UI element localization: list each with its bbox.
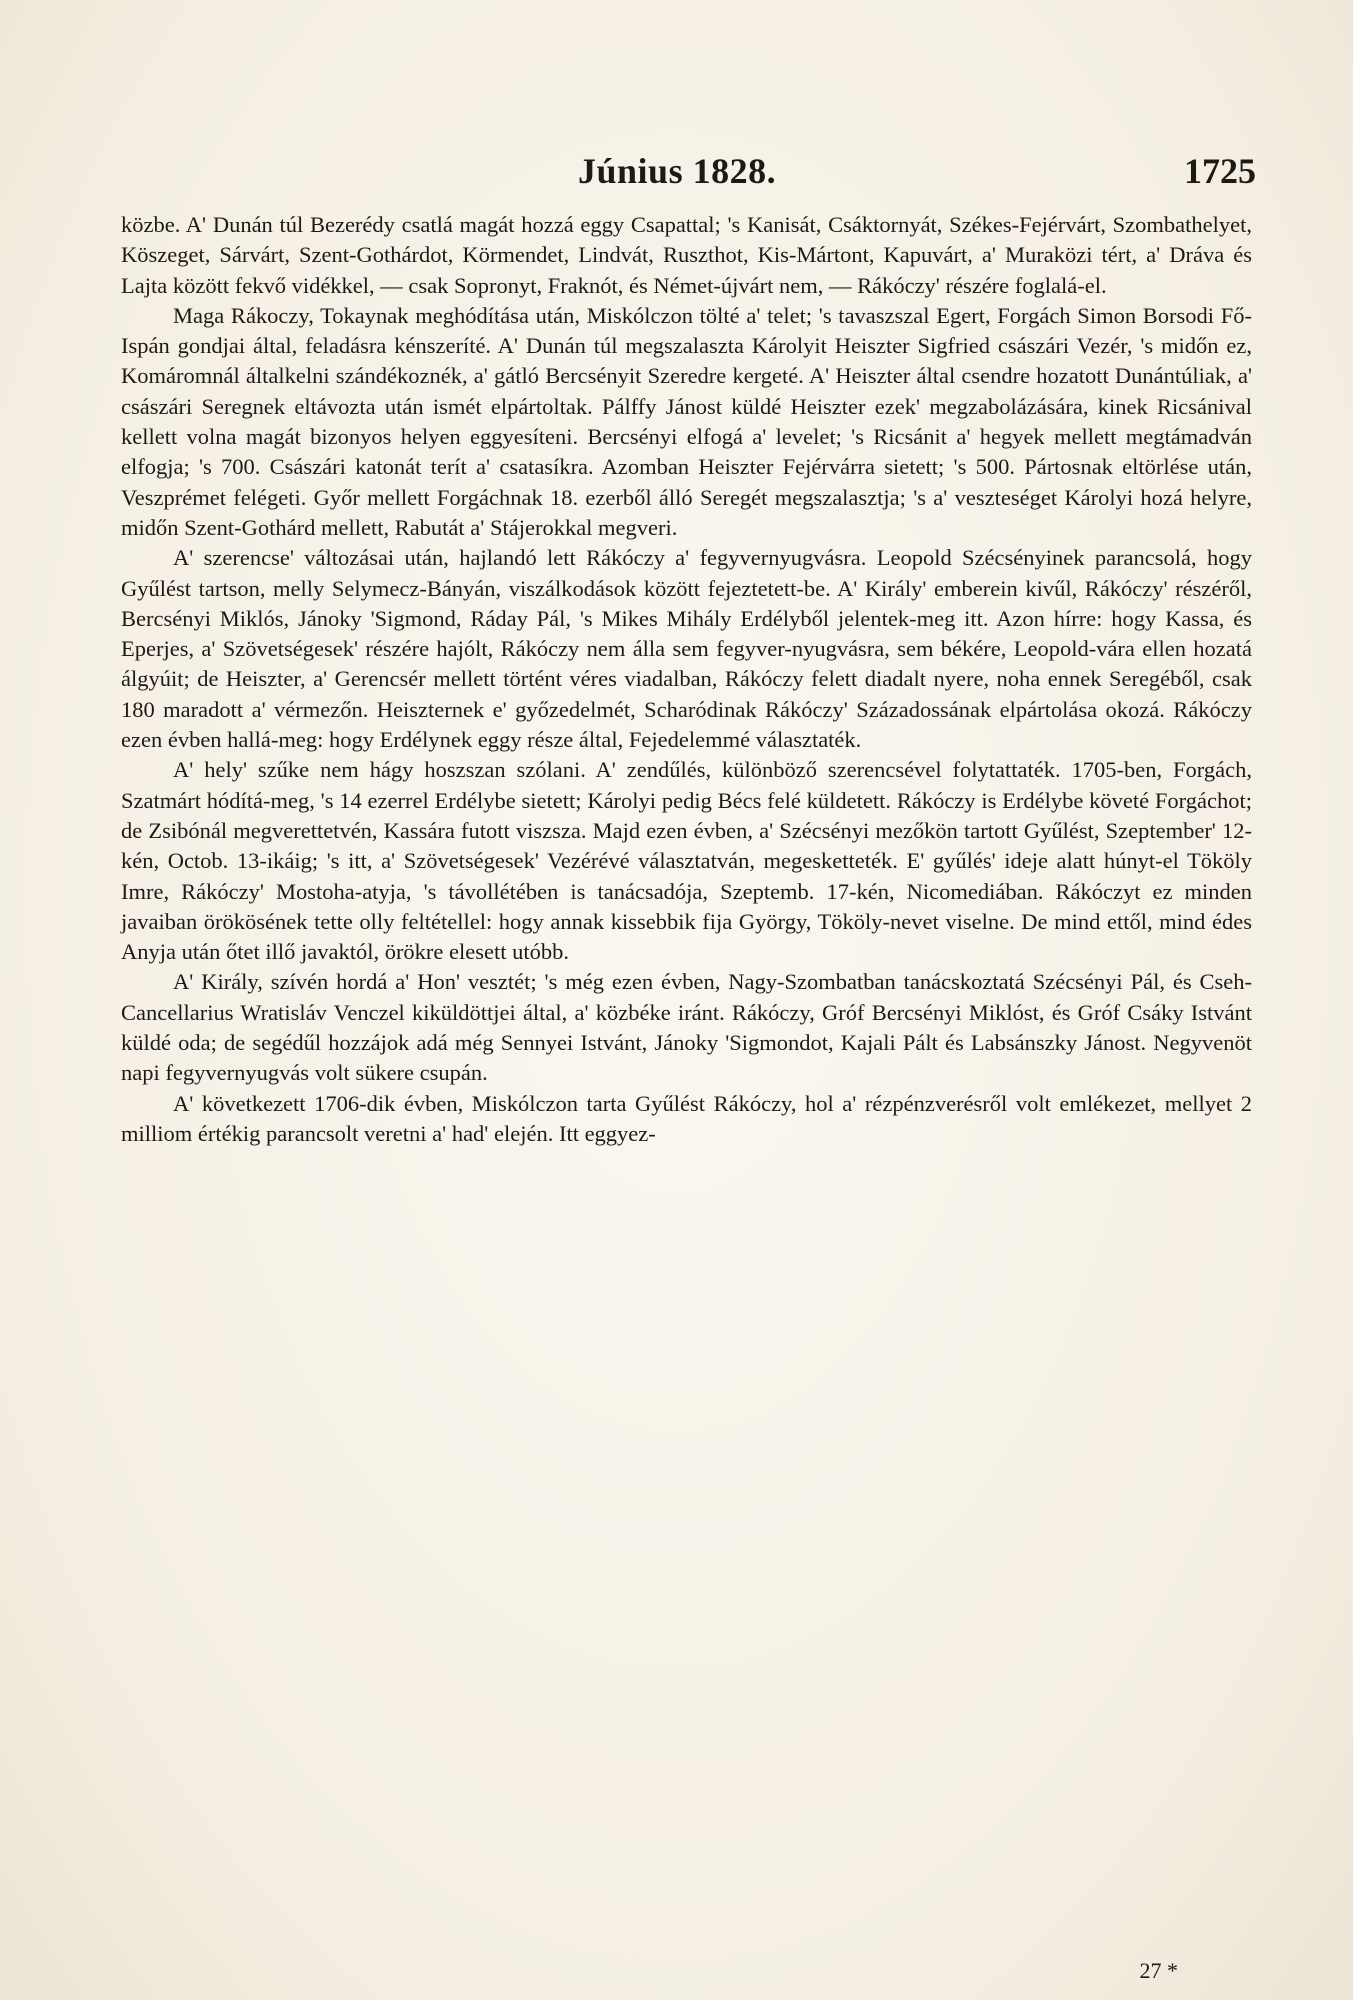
paragraph: A' következett 1706-dik évben, Miskólczon tarta Gyűlést Rákóczy, hol a' rézpénzverésről volt emlékezet, mellyet 2 milliom értékig parancsolt veretni a' had' elején. Itt eggyez- [121, 1090, 1252, 1146]
paragraph: közbe. A' Dunán túl Bezerédy csatlá magát hozzá eggy Csapattal; 's Kanisát, Csáktornyát, Székes-Fejérvárt, Szombathelyet, Köszeget, Sárvárt, Szent-Gothárdot, Körmendet, Lindvát, Ruszthot, Kis-Mártont, Kapuvárt, a' Muraközi tért, a' Dráva és Lajta között fekvő vidékkel, — csak Sopronyt, Fraknót, és Német-újvárt nem, — Rákóczy' részére foglalá-el. [121, 212, 1252, 298]
paragraph: A' Király, szívén hordá a' Hon' vesztét; 's még ezen évben, Nagy-Szombatban tanácskoztatá Szécsényi Pál, és Cseh-Cancellarius Wratisláv Venczel kiküldöttjei által, a' közbéke iránt. Rákóczy, Gróf Bercsényi Miklóst, és Gróf Csáky Istvánt küldé oda; de segédűl hozzájok adá még Sennyei Istvánt, Jánoky 'Sigmondot, Kajali Pált és Labsánszky Jánost. Negyvenöt napi fegyvernyugvás volt sükere csupán. [121, 969, 1252, 1086]
signature-mark: 27 * [1139, 1958, 1178, 1983]
paragraph: Maga Rákoczy, Tokaynak meghódítása után, Miskólczon tölté a' telet; 's tavaszszal Egert, Forgách Simon Borsodi Fő-Ispán gondjai által, feladásra kénszeríté. A' Dunán túl megszalaszta Károlyit Heiszter Sigfried császári Vezér, 's midőn ez, Komáromnál általkelni szándékoznék, a' gátló Bercsényit Szeredre kergeté. A' Heiszter által csendre hozatott Dunántúliak, a' császári Seregnek eltávozta után ismét elpártoltak. Pálffy Jánost küldé Heiszter ezek' megzabolázására, kinek Ricsánival kellett volna magát bizonyos helyen eggyesíteni. Bercsényi elfogá a' levelet; 's Ricsánit a' hegyek mellett megtámadván elfogja; 's 700. Császári katonát terít a' csatasíkra. Azomban Heiszter Fejérvárra sietett; 's 500. Pártosnak eltörlése után, Veszprémet felégeti. Győr mellett Forgáchnak 18. ezerből álló Seregét megszalasztja; 's a' veszteséget Károlyi hozá helyre, midőn Szent-Gothárd mellett, Rabutát a' Stájerokkal megveri. [121, 302, 1252, 540]
page-header [0, 150, 1353, 194]
running-title: Június 1828. [578, 151, 777, 191]
paragraph: A' szerencse' változásai után, hajlandó lett Rákóczy a' fegyvernyugvásra. Leopold Szécsényinek parancsolá, hogy Gyűlést tartson, melly Selymecz-Bányán, viszálkodások között fejeztetett-be. A' Király' emberein kivűl, Rákóczy' részéről, Bercsényi Miklós, Jánoky 'Sigmond, Ráday Pál, 's Mikes Mihály Erdélyből jelentek-meg itt. Azon hírre: hogy Kassa, és Eperjes, a' Szövetségesek' részére hajólt, Rákóczy nem álla sem fegyver-nyugvásra, sem békére, Leopold-vára ellen hozatá álgyúit; de Heiszter, a' Gerencsér mellett történt véres viadalban, Rákóczy felett diadalt nyere, noha ennek Seregéből, csak 180 maradott a' vérmezőn. Heiszternek e' győzedelmét, Scharódinak Rákóczy' Századossának elpártolása okozá. Rákóczy ezen évben hallá-meg: hogy Erdélynek eggy része által, Fejedelemmé választaték. [121, 545, 1252, 753]
page-number: 1725 [1184, 151, 1256, 191]
body-text [121, 210, 1252, 1149]
paragraph: A' hely' szűke nem hágy hoszszan szólani. A' zendűlés, különböző szerencsével folytattaték. 1705-ben, Forgách, Szatmárt hódítá-meg, 's 14 ezerrel Erdélybe sietett; Károlyi pedig Bécs felé küldetett. Rákóczy is Erdélybe követé Forgáchot; de Zsibónál megverettetvén, Kassára futott viszsza. Majd ezen évben, a' Szécsényi mezőkön tartott Gyűlést, Szeptember' 12-kén, Octob. 13-ikáig; 's itt, a' Szövetségesek' Vezérévé választatván, megesketteték. E' gyűlés' ideje alatt húnyt-el Tököly Imre, Rákóczy' Mostoha-atyja, 's távollétében is tanácsadója, Szeptemb. 17-kén, Nicomediában. Rákóczyt ez minden javaiban örökösének tette olly feltétellel: hogy annak kissebbik fija György, Tököly-nevet viselne. De mind ettől, mind édes Anyja után őtet illő javaktól, örökre elesett utóbb. [121, 757, 1252, 965]
